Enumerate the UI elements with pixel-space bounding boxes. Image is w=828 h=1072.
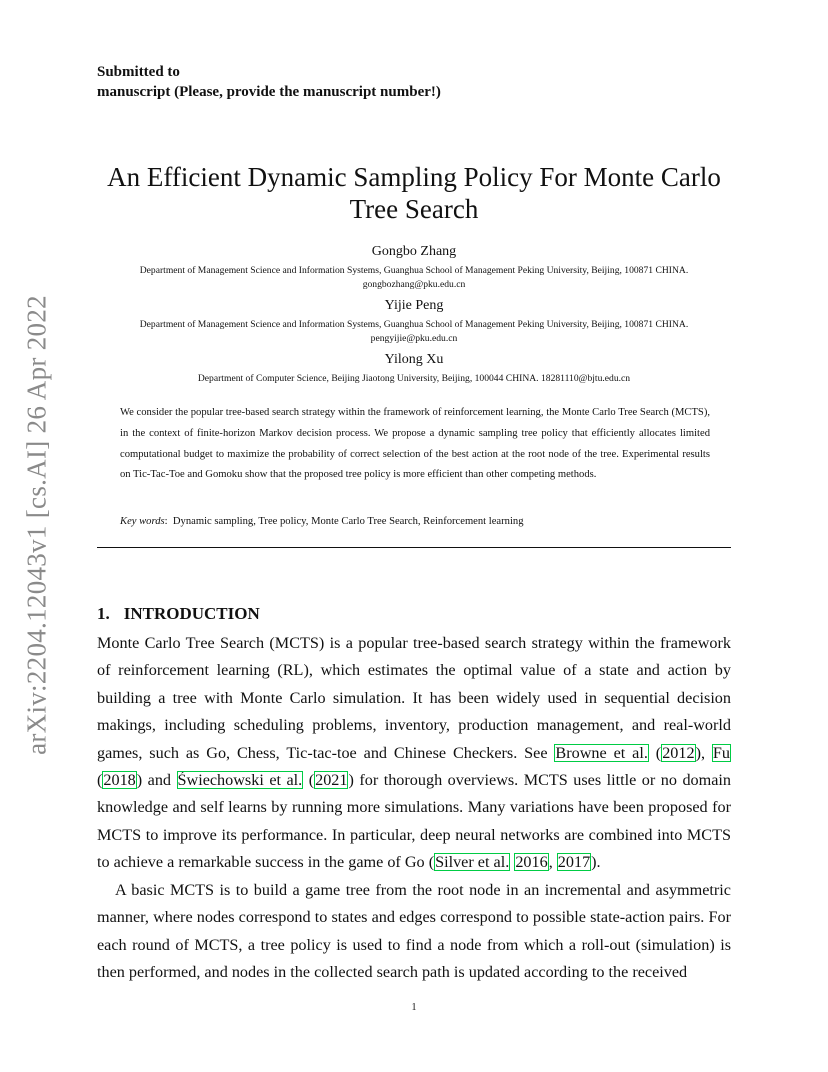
author-name: Gongbo Zhang bbox=[371, 244, 457, 259]
title-line-2: Tree Search bbox=[349, 194, 479, 224]
citation-link-browne[interactable]: Browne et al. bbox=[555, 743, 648, 762]
submission-line-2: manuscript (Please, provide the manuscript number!) bbox=[97, 84, 441, 100]
citation-year-link[interactable]: 2021 bbox=[315, 771, 348, 790]
author-affiliation bbox=[60, 264, 768, 292]
author-name: Yilong Xu bbox=[384, 352, 444, 367]
keywords-text: Dynamic sampling, Tree policy, Monte Carlo Tree Search, Reinforcement learning bbox=[172, 516, 524, 527]
author-email: gongbozhang@pku.edu.cn bbox=[362, 279, 466, 290]
citation-separator: , bbox=[548, 853, 557, 872]
section-number: 1. bbox=[97, 604, 110, 623]
citation-year-link[interactable]: 2012 bbox=[662, 743, 695, 762]
paragraph-text: for thorough overviews. MCTS uses little or no domain knowledge and self learns by running more simulations. Many variations have been proposed for MCTS to improve its performance. In particular, deep neural networks are combined into MCTS to achieve a remarkable success in the game of Go ( bbox=[97, 771, 732, 872]
keywords bbox=[120, 516, 730, 527]
paragraph-text: and bbox=[142, 771, 177, 790]
paragraph-text: ). bbox=[591, 853, 601, 872]
author-affiliation bbox=[60, 318, 768, 346]
section-heading bbox=[97, 604, 260, 624]
paragraph-text: A basic MCTS is to build a game tree from the root node in an incremental and asymmetric manner, where nodes correspond to states and edges correspond to possible state-action pairs. For each round of MCTS, a tree policy is used to find a node from which a roll-out (simulation) is then performed, and nodes in the collected search path is updated according to the received bbox=[97, 881, 731, 982]
affiliation-text: Department of Computer Science, Beijing Jiaotong University, Beijing, 100044 CHINA. 18281110@bjtu.edu.cn bbox=[197, 373, 631, 384]
citation-year-link[interactable]: 2018 bbox=[103, 771, 136, 790]
author-email: pengyijie@pku.edu.cn bbox=[370, 333, 458, 344]
section-title: INTRODUCTION bbox=[123, 604, 260, 623]
citation-link-swiechowski[interactable]: Świechowski et al. bbox=[177, 771, 303, 790]
affiliation-text: Department of Management Science and Information Systems, Guanghua School of Management Peking University, Beijing, 100871 CHINA. bbox=[139, 319, 689, 330]
title-line-1: An Efficient Dynamic Sampling Policy For Monte Carlo bbox=[107, 162, 721, 192]
arxiv-identifier-stamp: arXiv:2204.12043v1 [cs.AI] 26 Apr 2022 bbox=[21, 295, 52, 755]
citation-link-fu[interactable]: Fu bbox=[712, 743, 731, 762]
author-name: Yijie Peng bbox=[384, 298, 444, 313]
submission-line-1: Submitted to bbox=[97, 64, 180, 80]
citation-year-link[interactable]: 2017 bbox=[557, 853, 591, 872]
keywords-label: Key words bbox=[120, 516, 165, 527]
citation-year-link[interactable]: 2016 bbox=[515, 853, 548, 872]
affiliation-text: Department of Management Science and Information Systems, Guanghua School of Management Peking University, Beijing, 100871 CHINA. bbox=[139, 265, 689, 276]
citation-link-silver[interactable]: Silver et al. bbox=[435, 853, 510, 872]
paper-title bbox=[60, 161, 768, 225]
introduction-paragraph-1: Monte Carlo Tree Search (MCTS) is a popular tree-based search strategy within the framework of reinforcement learning (RL), which estimates the optimal value of a state and action by building a tree with Monte Carlo simulation. It has been widely used in sequential decision makings, including scheduling problems, inventory, production management, and real-world games, such as Go, Chess, Tic-tac-toe and Chinese Checkers. See Browne et al. (2012), Fu (2018) and Świechowski et al. (2021) for thorough overviews. MCTS uses little or no domain knowledge and self learns by running more simulations. Many variations have been proposed for MCTS to improve its performance. In particular, deep neural networks are combined into MCTS to achieve a remarkable success in the game of Go (Silver et al. 2016, 2017). bbox=[97, 634, 732, 872]
abstract: We consider the popular tree-based search strategy within the framework of reinforcement learning, the Monte Carlo Tree Search (MCTS), in the context of finite-horizon Markov decision process. We propose a dynamic sampling tree policy that efficiently allocates limited computational budget to maximize the probability of correct selection of the best action at the root node of the tree. Experimental results on Tic-Tac-Toe and Gomoku show that the proposed tree policy is more efficient than other competing methods. bbox=[120, 407, 710, 481]
keywords-separator: : bbox=[164, 516, 168, 527]
abstract-divider bbox=[97, 547, 731, 548]
submission-note bbox=[97, 62, 441, 102]
introduction-paragraph-2 bbox=[97, 877, 731, 987]
paragraph-text: Monte Carlo Tree Search (MCTS) is a popular tree-based search strategy within the framework of reinforcement learning (RL), which estimates the optimal value of a state and action by building a tree with Monte Carlo simulation. It has been widely used in sequential decision makings, including scheduling problems, inventory, production management, and real-world games, such as Go, Chess, Tic-tac-toe and Chinese Checkers. See bbox=[97, 634, 731, 762]
paragraph-text: , bbox=[700, 743, 712, 762]
author-affiliation bbox=[60, 372, 768, 386]
page-number: 1 bbox=[411, 1002, 417, 1013]
